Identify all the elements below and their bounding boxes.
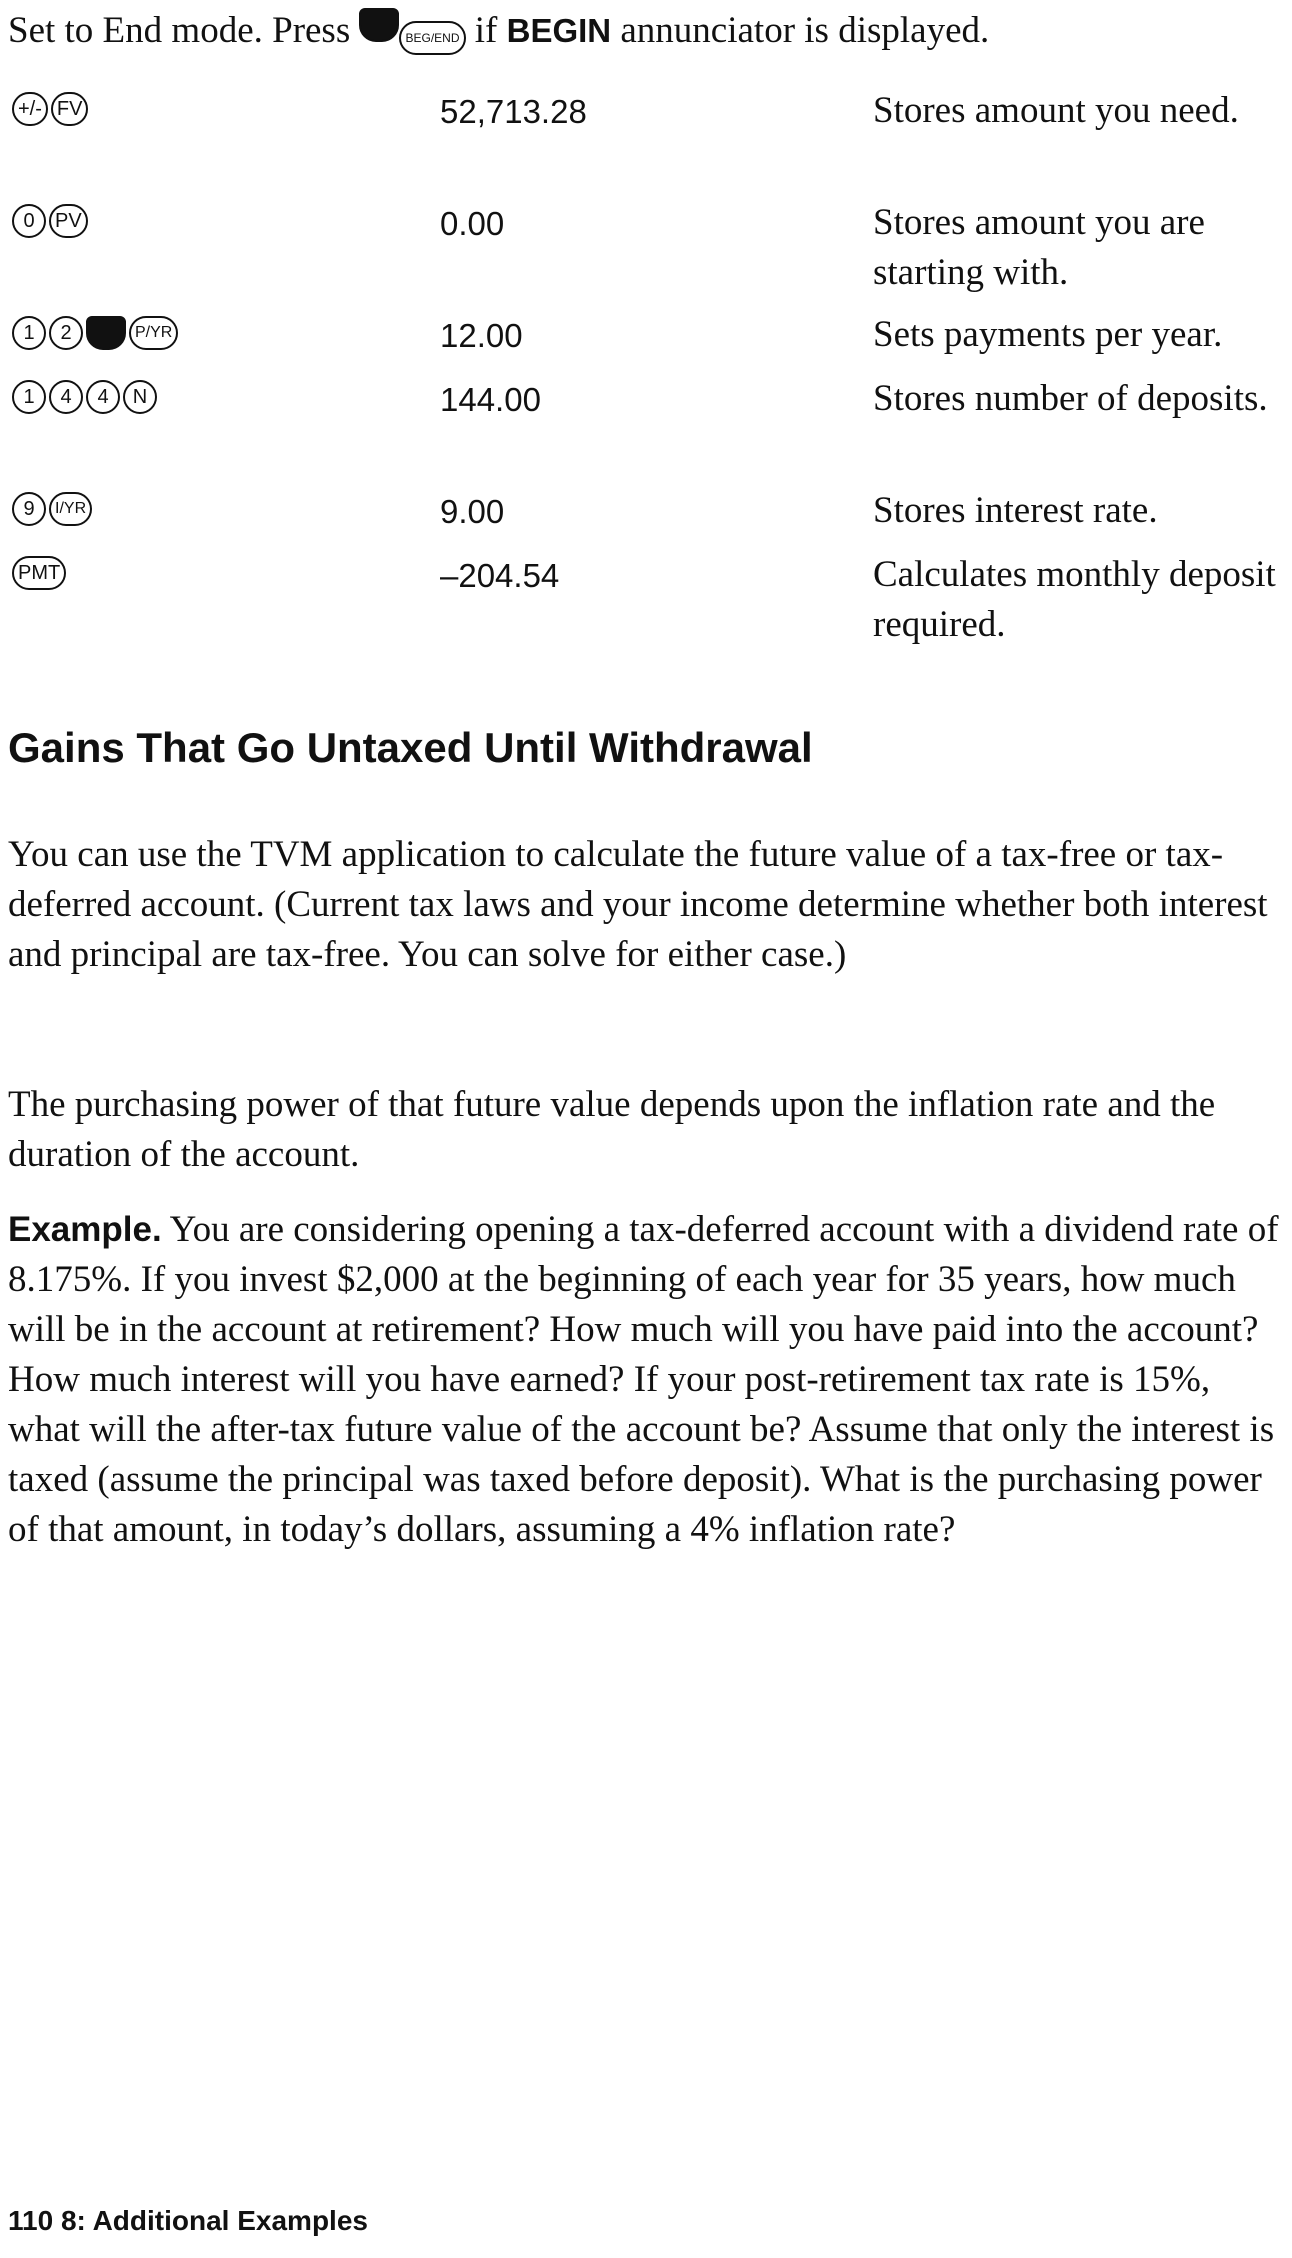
keystrokes <box>12 92 88 126</box>
paragraph-purchasing-power: The purchasing power of that future value depends upon the inflation rate and the duration of the account. <box>8 1084 1216 1175</box>
beg-end-key-icon: BEG/END <box>399 21 465 55</box>
digit-1-key-icon: 1 <box>12 316 46 350</box>
plus-minus-key-icon: +/- <box>12 92 48 126</box>
page-footer: 110 8: Additional Examples <box>8 2205 368 2236</box>
n-key-icon: N <box>123 380 157 414</box>
digit-1-key-icon: 1 <box>12 380 46 414</box>
display-value: –204.54 <box>440 557 560 594</box>
digit-9-key-icon: 9 <box>12 492 46 526</box>
fv-key-icon: FV <box>51 92 89 126</box>
digit-0-key-icon: 0 <box>12 204 46 238</box>
display-value: 12.00 <box>440 317 523 354</box>
instruction-text: if <box>465 10 507 51</box>
example-label: Example. <box>8 1210 162 1249</box>
shift-key-icon <box>86 316 126 350</box>
display-value: 144.00 <box>440 381 541 418</box>
shift-key-icon <box>359 8 399 42</box>
begin-annunciator: BEGIN <box>506 12 612 49</box>
row-description: Calculates monthly deposit required. <box>873 554 1276 645</box>
digit-4-key-icon: 4 <box>86 380 120 414</box>
keystrokes <box>12 316 178 350</box>
display-value: 52,713.28 <box>440 93 587 130</box>
instruction-text: Set to End mode. Press <box>8 10 360 51</box>
row-description: Stores interest rate. <box>873 490 1158 531</box>
section-heading: Gains That Go Untaxed Until Withdrawal <box>8 724 813 771</box>
i-yr-key-icon: I/YR <box>49 492 92 526</box>
keystrokes <box>12 492 92 526</box>
display-value: 9.00 <box>440 493 505 530</box>
instruction-text: annunciator is displayed. <box>611 10 990 51</box>
pmt-key-icon: PMT <box>12 556 66 590</box>
digit-4-key-icon: 4 <box>49 380 83 414</box>
digit-2-key-icon: 2 <box>49 316 83 350</box>
paragraph-tvm-intro: You can use the TVM application to calculate the future value of a tax-free or tax-deferred account. (Current tax laws and your income determine whether both interest and principal are tax-free. You can solve for either case.) <box>8 834 1268 975</box>
display-value: 0.00 <box>440 205 505 242</box>
p-yr-key-icon: P/YR <box>129 316 178 350</box>
row-description: Stores amount you are starting with. <box>873 202 1205 293</box>
pv-key-icon: PV <box>49 204 88 238</box>
row-description: Stores number of deposits. <box>873 378 1268 419</box>
keystrokes <box>12 380 157 414</box>
keystrokes <box>12 556 66 590</box>
mode-instruction <box>8 8 989 55</box>
example-paragraph <box>8 1205 1290 1555</box>
row-description: Stores amount you need. <box>873 90 1239 131</box>
keystrokes <box>12 204 88 238</box>
row-description: Sets payments per year. <box>873 314 1223 355</box>
example-text: You are considering opening a tax-deferred account with a dividend rate of 8.175%. If you invest $2,000 at the beginning of each year for 35 years, how much will be in the account at retirement? How much will you have paid into the account? How much interest will you have earned? If your post-retirement tax rate is 15%, what will the after-tax future value of the account be? Assume that only the interest is taxed (assume the principal was taxed before deposit). What is the purchasing power of that amount, in today’s dollars, assuming a 4% inflation rate? <box>8 1209 1279 1550</box>
